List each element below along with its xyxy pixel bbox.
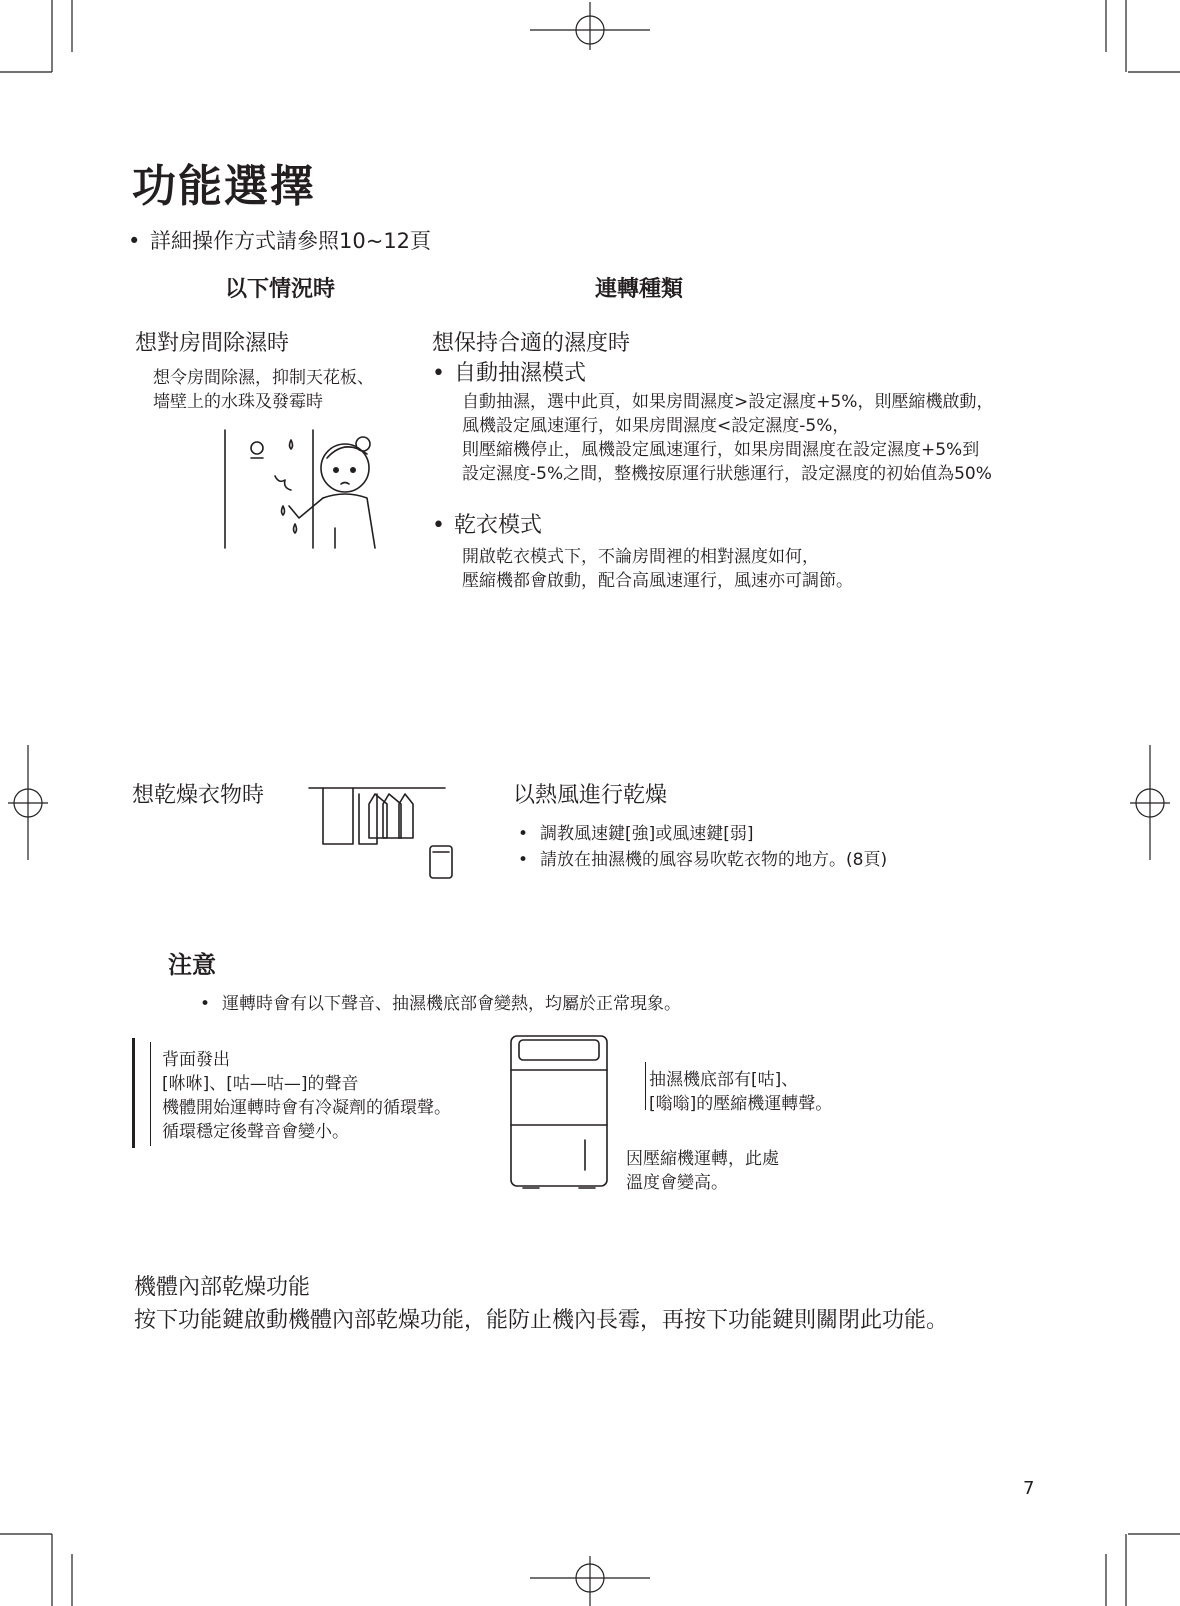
situation-dehumidify-title: 想對房間除濕時: [135, 331, 290, 356]
notice-left-line: [咻咻]、[咕—咕—]的聲音: [162, 1074, 359, 1094]
dry-clothes-mode-desc: [462, 545, 853, 593]
op-hot-air-dry-title: 以熱風進行乾燥: [513, 783, 668, 808]
header-operation: 連轉種類: [595, 277, 684, 302]
notice-left-line: 背面發出: [162, 1050, 230, 1070]
dry-mode-line: 開啟乾衣模式下，不論房間裡的相對濕度如何，: [462, 547, 819, 567]
hot-air-bullet-1: • 調教風速鍵[強]或風速鍵[弱]: [518, 822, 754, 846]
notice-left-line: 循環穩定後聲音會變小。: [162, 1122, 349, 1142]
notice-left-rule: [132, 1038, 135, 1148]
notice-bottom-line: 溫度會變高。: [626, 1173, 728, 1193]
desc-line: 墻壁上的水珠及發霉時: [153, 392, 323, 412]
clothes-rack-illustration: [305, 780, 465, 890]
notice-left-rule-thin: [150, 1042, 151, 1146]
auto-mode-line: 設定濕度-5%之間，整機按原運行狀態運行，設定濕度的初始值為50%: [462, 464, 992, 484]
page-number: 7: [1023, 1478, 1035, 1499]
situation-dry-clothes-title: 想乾燥衣物時: [132, 783, 265, 808]
situation-dehumidify-desc: [153, 366, 374, 414]
notice-bullet: • 運轉時會有以下聲音、抽濕機底部會變熱，均屬於正常現象。: [200, 992, 681, 1016]
auto-mode-line: 自動抽濕，選中此頁，如果房間濕度>設定濕度+5%，則壓縮機啟動，: [462, 392, 994, 412]
hot-air-bullet-2: • 請放在抽濕機的風容易吹乾衣物的地方。(8頁): [518, 848, 887, 872]
notice-right-line: [嗡嗡]的壓縮機運轉聲。: [649, 1094, 833, 1114]
internal-dry-desc: 按下功能鍵啟動機體內部乾燥功能，能防止機內長霉，再按下功能鍵則關閉此功能。: [134, 1308, 949, 1333]
notice-right-line: 抽濕機底部有[咕]、: [649, 1070, 799, 1090]
auto-mode-line: 風機設定風速運行，如果房間濕度<設定濕度-5%，: [462, 416, 850, 436]
header-situation: 以下情況時: [225, 277, 336, 302]
auto-mode-line: 則壓縮機停止，風機設定風速運行，如果房間濕度在設定濕度+5%到: [462, 440, 980, 460]
dehumidifier-illustration: [505, 1030, 615, 1200]
notice-right-text: [649, 1068, 832, 1116]
dry-mode-line: 壓縮機都會啟動，配合高風速運行，風速亦可調節。: [462, 571, 853, 591]
notice-left-line: 機體開始運轉時會有冷凝劑的循環聲。: [162, 1098, 451, 1118]
internal-dry-title: 機體內部乾燥功能: [134, 1275, 311, 1300]
page-title: 功能選擇: [132, 161, 316, 212]
dry-clothes-mode-title: • 乾衣模式: [432, 508, 542, 539]
notice-title: 注意: [168, 951, 216, 979]
intro-note: • 詳細操作方式請參照10~12頁: [128, 225, 431, 255]
op-keep-humidity-title: 想保持合適的濕度時: [432, 331, 631, 356]
notice-left-text: [162, 1048, 451, 1144]
damp-room-illustration: [215, 428, 380, 550]
auto-mode-desc: [462, 390, 993, 486]
auto-mode-title: • 自動抽濕模式: [432, 356, 586, 387]
desc-line: 想令房間除濕，抑制天花板、: [153, 368, 374, 388]
notice-bottom-text: [626, 1147, 779, 1195]
notice-bottom-line: 因壓縮機運轉，此處: [626, 1149, 779, 1169]
notice-right-rule: [645, 1062, 646, 1110]
